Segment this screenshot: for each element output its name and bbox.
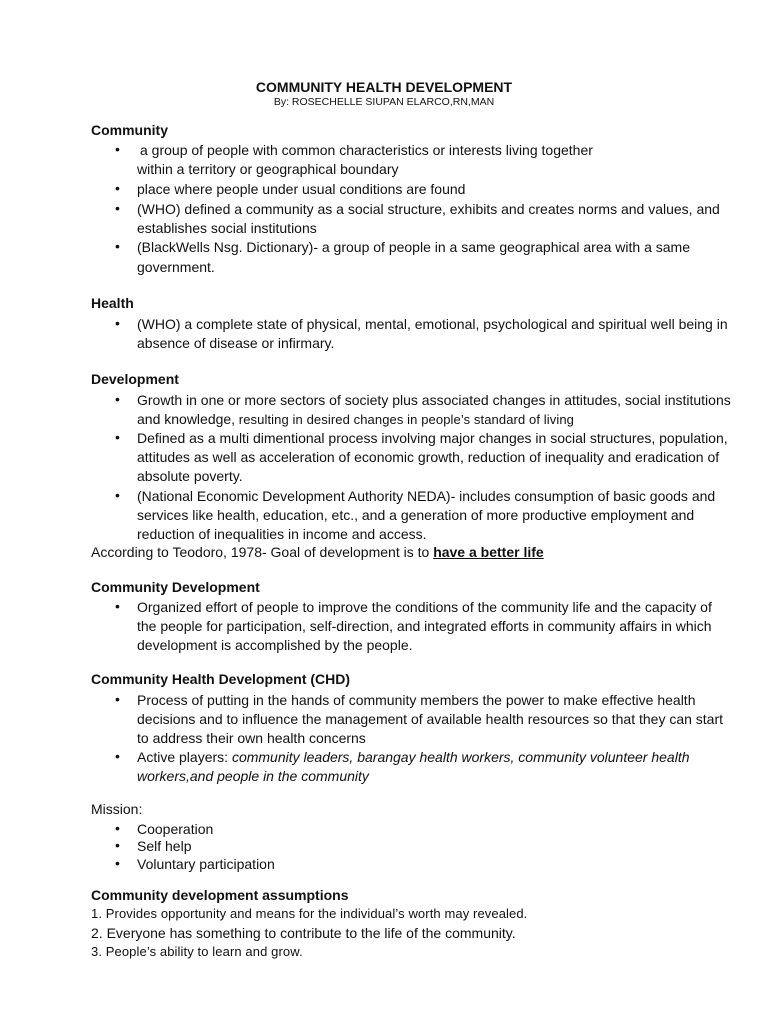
list-item: Process of putting in the hands of community members the power to make effective health (137, 692, 696, 708)
list-item: a group of people with common characteristics or interests living together (140, 142, 593, 158)
list-item-continuation: within a territory or geographical boundary (137, 161, 399, 177)
list-item: Voluntary participation (137, 856, 275, 872)
list-item-continuation: services like health, education, etc., and a generation of more productive employment and (137, 507, 695, 523)
list-item-continuation: attitudes as well as acceleration of economic growth, reduction of inequality and eradication of (137, 449, 720, 465)
section-heading-community: Community (91, 122, 168, 138)
list-item: (BlackWells Nsg. Dictionary)- a group of people in a same geographical area with a same (137, 239, 691, 255)
bullet-icon: • (115, 820, 120, 836)
list-item-continuation (137, 410, 737, 429)
bullet-icon: • (115, 429, 120, 445)
bullet-icon: • (115, 180, 120, 196)
bullet-icon: • (115, 837, 120, 853)
bullet-icon: • (115, 487, 120, 503)
list-item (137, 748, 737, 767)
list-item: Growth in one or more sectors of society plus associated changes in attitudes, social institutions (137, 392, 731, 408)
section-heading-mission: Mission: (91, 801, 143, 817)
numbered-item: 3. People’s ability to learn and grow. (91, 944, 303, 959)
text-run: community leaders, barangay health workers, community volunteer health (231, 749, 690, 765)
list-item-continuation: workers,and people in the community (137, 768, 369, 784)
bullet-icon: • (115, 238, 120, 254)
text-run: and knowledge, (137, 411, 236, 427)
section-heading-health: Health (91, 295, 134, 311)
text-run: According to Teodoro, 1978- Goal of development is to (91, 544, 434, 560)
list-item-continuation: absence of disease or infirmary. (137, 335, 335, 351)
list-item: Self help (137, 838, 192, 854)
section-heading-development: Development (91, 371, 179, 387)
bullet-icon: • (115, 691, 120, 707)
author-byline: By: ROSECHELLE SIUPAN ELARCO,RN,MAN (273, 96, 495, 108)
list-item: (National Economic Development Authority NEDA)- includes consumption of basic goods and (137, 488, 716, 504)
list-item-continuation: to address their own health concerns (137, 730, 366, 746)
list-item-continuation: establishes social institutions (137, 220, 317, 236)
list-item-continuation: reduction of inequalities in income and access. (137, 526, 427, 542)
document-title: COMMUNITY HEALTH DEVELOPMENT (255, 79, 513, 95)
list-item: (WHO) defined a community as a social structure, exhibits and creates norms and values, and (137, 201, 720, 217)
bullet-icon: • (115, 315, 120, 331)
section-heading-community-development: Community Development (91, 579, 260, 595)
list-item-continuation: decisions and to influence the management of available health resources so that they can start (137, 711, 724, 727)
bullet-icon: • (115, 391, 120, 407)
bullet-icon: • (115, 598, 120, 614)
section-heading-chd: Community Health Development (CHD) (91, 671, 351, 687)
development-goal-line (91, 544, 544, 560)
bullet-icon: • (115, 141, 120, 157)
text-run: resulting in desired changes in people’s standard of living (235, 412, 574, 427)
numbered-item: 1. Provides opportunity and means for the individual’s worth may revealed. (91, 906, 528, 921)
list-item-continuation: absolute poverty. (137, 468, 243, 484)
list-item-continuation: the people for participation, self-direction, and integrated efforts in community affairs in which (137, 618, 712, 634)
list-item: (WHO) a complete state of physical, mental, emotional, psychological and spiritual well being in (137, 316, 728, 332)
bullet-icon: • (115, 200, 120, 216)
list-item-continuation: development is accomplished by the people. (137, 637, 413, 653)
list-item: Cooperation (137, 821, 214, 837)
list-item-continuation: government. (137, 259, 215, 275)
list-item: Defined as a multi dimentional process involving major changes in social structures, population, (137, 430, 728, 446)
list-item: place where people under usual conditions are found (137, 181, 466, 197)
section-heading-assumptions: Community development assumptions (91, 887, 349, 903)
text-run: Active players: (137, 749, 232, 765)
bullet-icon: • (115, 855, 120, 871)
bullet-icon: • (115, 748, 120, 764)
goal-emphasis: have a better life (433, 544, 544, 560)
list-item: Organized effort of people to improve the conditions of the community life and the capacity of (137, 599, 712, 615)
numbered-item: 2. Everyone has something to contribute to the life of the community. (91, 925, 516, 941)
